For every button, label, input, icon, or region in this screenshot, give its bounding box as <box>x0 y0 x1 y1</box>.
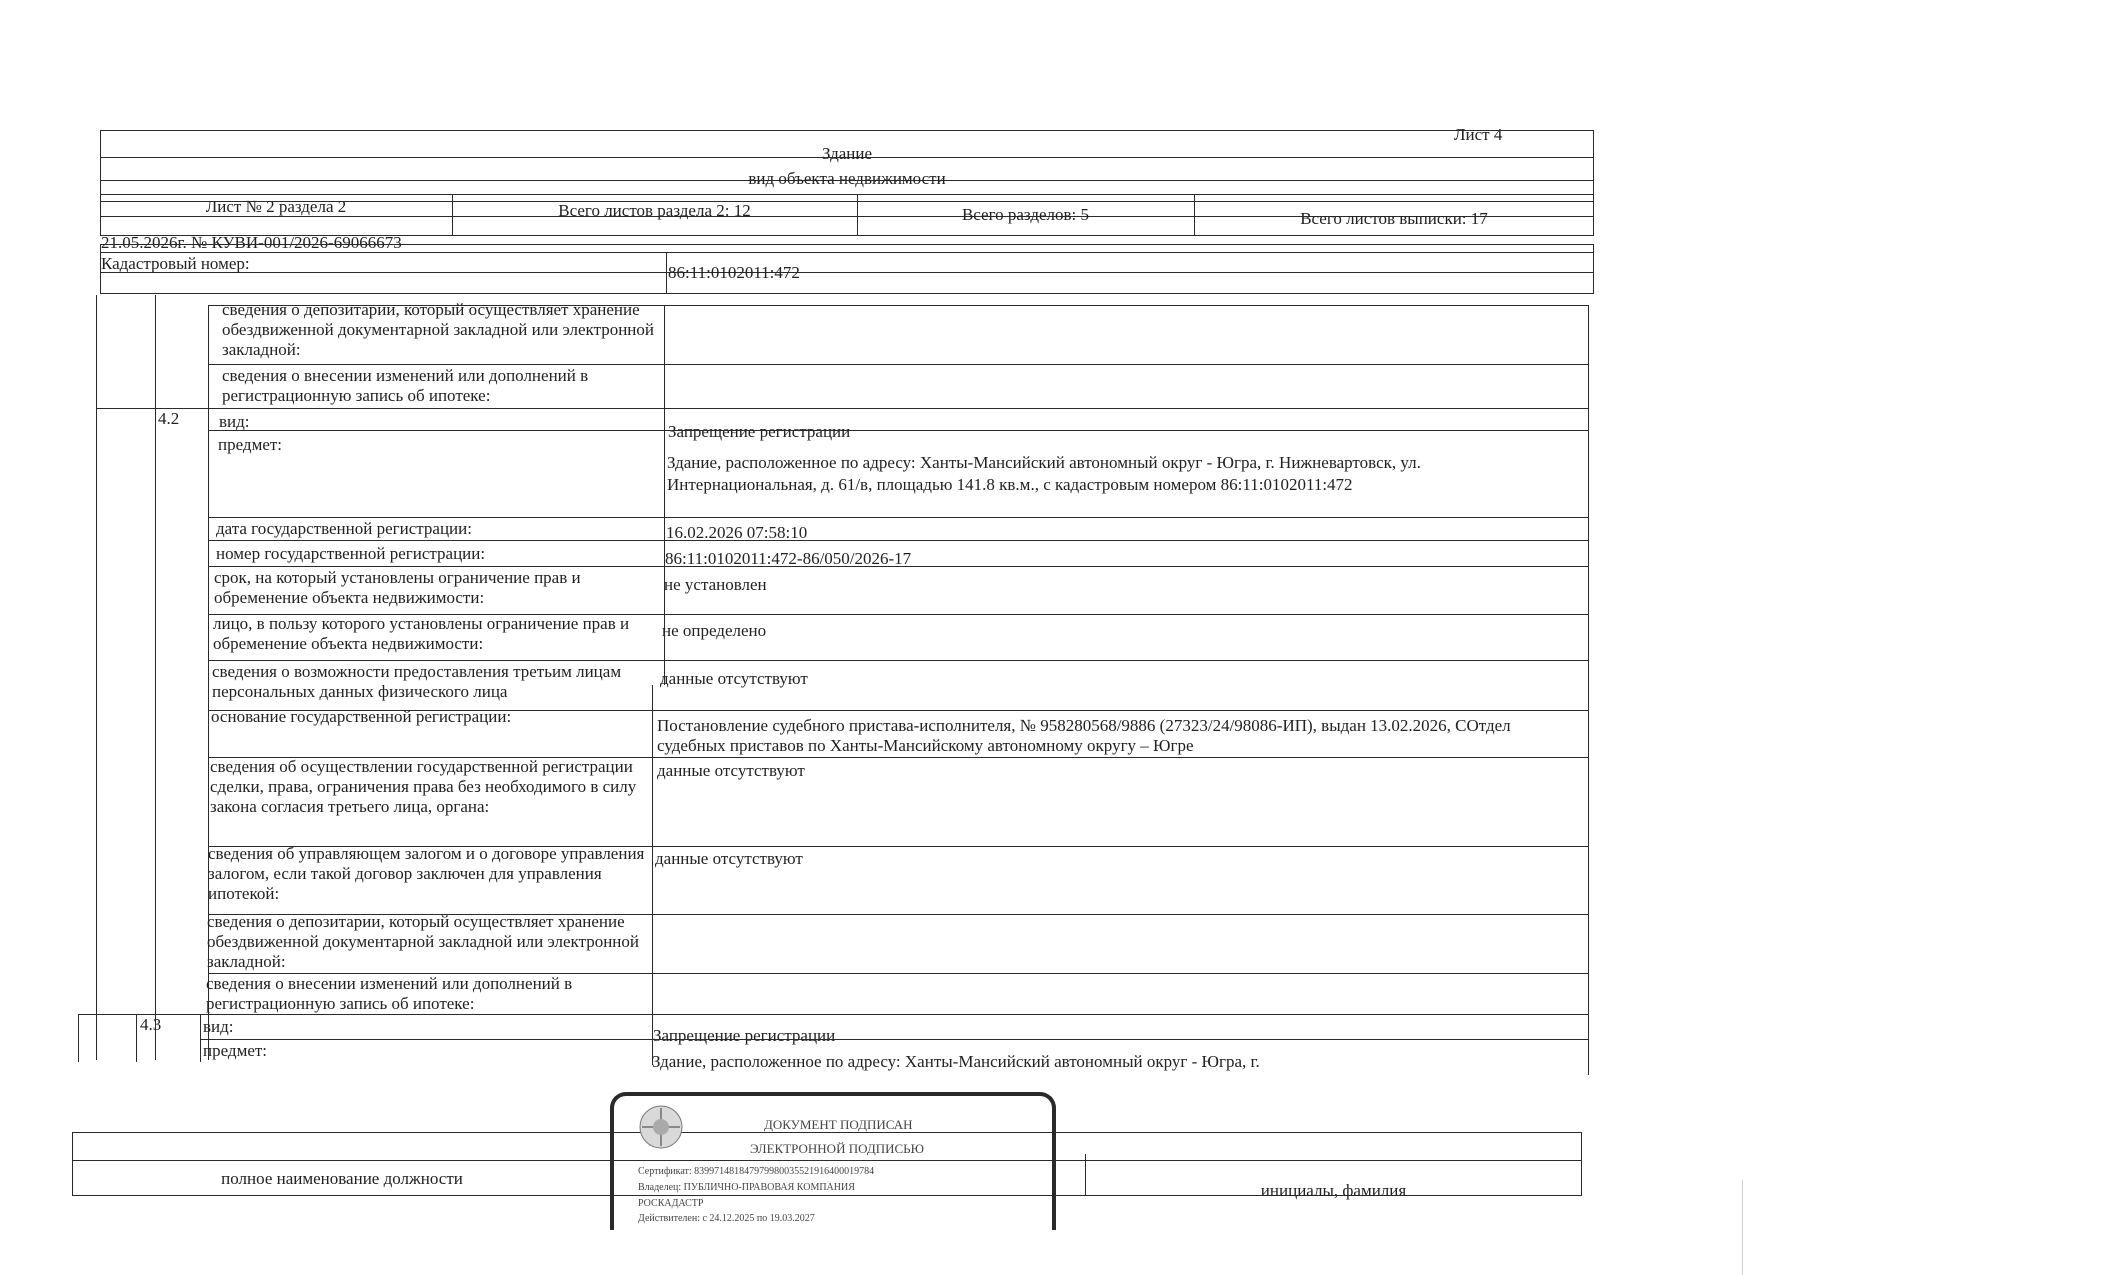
s42-label-depository: сведения о депозитарии, который осуществляет хранение обездвиженной документарной закладной или электронной закладной: <box>207 912 639 971</box>
section-43-num: 4.3 <box>140 1015 162 1034</box>
s42-label-personal-data: сведения о возможности предоставления третьим лицам персональных данных физического лица <box>212 662 622 701</box>
s42-value-basis: Постановление судебного пристава-исполнителя, № 958280568/9886 (27323/24/98086-ИП), выдан 13.02.2026, СОтдел судебных приставов по Ханты-Мансийскому автономному округу – Югре <box>657 716 1511 755</box>
s42-value-subject: Здание, расположенное по адресу: Ханты-Мансийский автономный округ - Югра, г. Нижневартовск, ул. Интернациональная, д. 61/в, площадью 141.8 кв.м., с кадастровым номером 86:11:0102011:472 <box>667 453 1421 494</box>
initials-caption: инициалы, фамилия <box>1260 1181 1407 1200</box>
date-number: 21.05.2026г. № КУВИ-001/2026-69066673 <box>101 233 402 252</box>
s43-value-kind: Запрещение регистрации <box>653 1026 836 1045</box>
stamp-owner2: РОСКАДАСТР <box>638 1198 704 1209</box>
object-type-caption: вид объекта недвижимости <box>748 169 946 188</box>
s42-label-kind: вид: <box>219 412 250 431</box>
s42-label-subject: предмет: <box>218 435 283 454</box>
s42-label-reg-number: номер государственной регистрации: <box>216 544 486 563</box>
s42-label-reg-date: дата государственной регистрации: <box>216 519 472 538</box>
e-signature-stamp <box>610 1092 1056 1230</box>
object-type: Здание <box>821 144 873 163</box>
s42-label-term: срок, на который установлены ограничение прав и обременение объекта недвижимости: <box>214 568 581 607</box>
s42-label-basis: основание государственной регистрации: <box>211 707 512 726</box>
top-row-1-label: сведения о депозитарии, который осуществляет хранение обездвиженной документарной закладной или электронной закладной: <box>222 300 654 359</box>
stamp-certificate: Сертификат: 839971481847979980035521916400019784 <box>638 1166 875 1177</box>
position-caption: полное наименование должности <box>221 1169 463 1188</box>
emblem-icon <box>638 1104 684 1150</box>
s42-label-pledge-manager: сведения об управляющем залогом и о договоре управления залогом, если такой договор заключен для управления ипотекой: <box>208 844 645 903</box>
s42-value-reg-date: 16.02.2026 07:58:10 <box>666 523 808 542</box>
s42-value-personal-data: данные отсутствуют <box>660 669 808 688</box>
s42-label-amendments: сведения о внесении изменений или дополнений в регистрационную запись об ипотеке: <box>206 974 573 1013</box>
scan-edge <box>1742 1180 1743 1275</box>
s42-label-beneficiary: лицо, в пользу которого установлены ограничение прав и обременение объекта недвижимости: <box>213 614 630 653</box>
s43-value-subject: Здание, расположенное по адресу: Ханты-Мансийский автономный округ - Югра, г. <box>652 1052 1260 1071</box>
stamp-line2: ЭЛЕКТРОННОЙ ПОДПИСЬЮ <box>750 1141 924 1156</box>
object-type-box <box>100 130 1594 202</box>
s42-value-kind: Запрещение регистрации <box>668 422 851 441</box>
total-section-sheets: Всего листов раздела 2: 12 <box>558 201 751 220</box>
total-sections: Всего разделов: 5 <box>961 205 1090 224</box>
stamp-owner: Владелец: ПУБЛИЧНО-ПРАВОВАЯ КОМПАНИЯ <box>638 1182 855 1193</box>
s42-value-beneficiary: не определено <box>662 621 767 640</box>
s42-value-reg-number: 86:11:0102011:472-86/050/2026-17 <box>665 549 912 568</box>
s43-label-kind: вид: <box>203 1017 234 1036</box>
cadastral-value: 86:11:0102011:472 <box>668 263 800 282</box>
section-42-num: 4.2 <box>158 409 180 428</box>
s42-value-term: не установлен <box>664 575 767 594</box>
cadastral-label: Кадастровый номер: <box>101 254 250 273</box>
stamp-valid: Действителен: с 24.12.2025 по 19.03.2027 <box>638 1213 815 1224</box>
cadastral-row <box>100 244 1594 294</box>
s43-label-subject: предмет: <box>203 1041 268 1060</box>
s42-value-no-consent: данные отсутствуют <box>657 761 805 780</box>
sheet-of-section: Лист № 2 раздела 2 <box>205 197 347 216</box>
s42-value-pledge-manager: данные отсутствуют <box>655 849 803 868</box>
s42-label-no-consent: сведения об осуществлении государственной регистрации сделки, права, ограничения права без необходимого в силу закона согласия третьего лица, органа: <box>210 757 637 816</box>
top-row-2-label: сведения о внесении изменений или дополнений в регистрационную запись об ипотеке: <box>222 366 589 405</box>
total-extract-sheets: Всего листов выписки: 17 <box>1300 209 1488 228</box>
sheet-label: Лист 4 <box>1454 125 1503 144</box>
stamp-line1: ДОКУМЕНТ ПОДПИСАН <box>764 1117 913 1132</box>
